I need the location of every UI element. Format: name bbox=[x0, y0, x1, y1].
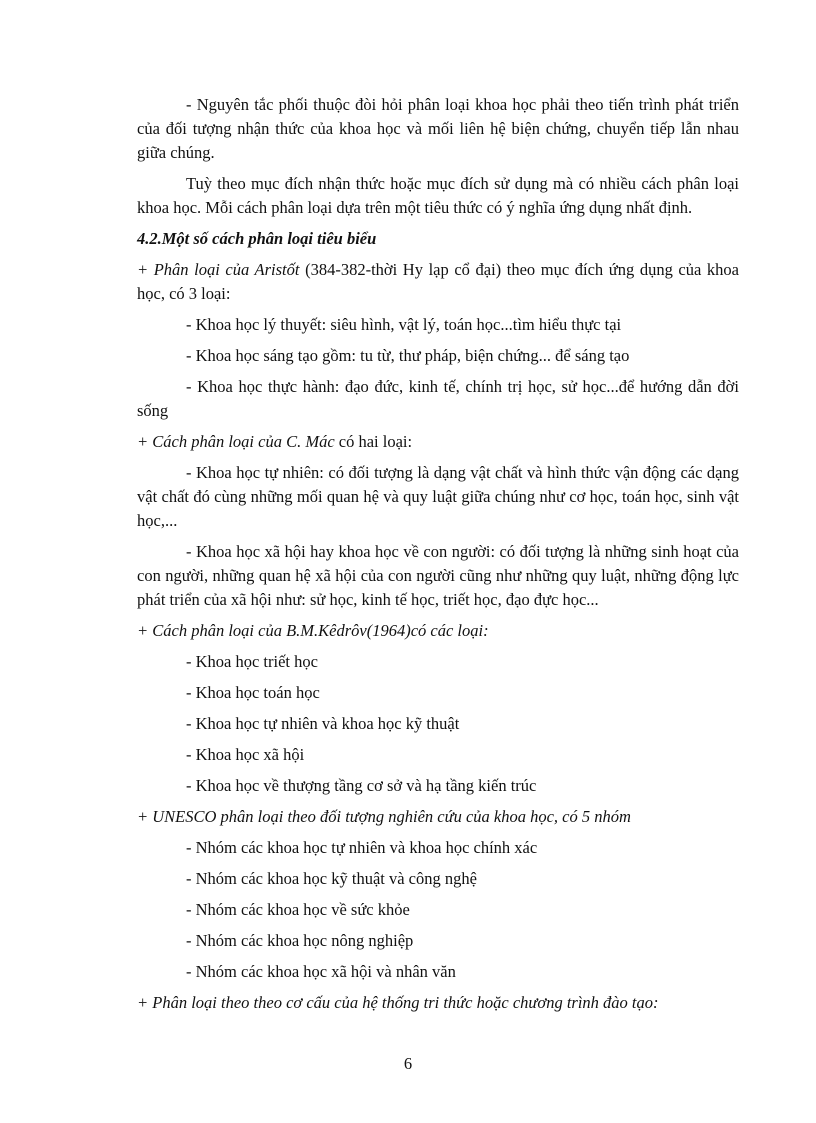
paragraph-classification-purpose: Tuỳ theo mục đích nhận thức hoặc mục đích sử dụng mà có nhiều cách phân loại khoa học. Mỗi cách phân loại dựa trên một tiêu thức có ý nghĩa ứng dụng nhất định. bbox=[137, 174, 739, 217]
list-item: - Khoa học xã hội hay khoa học về con người: có đối tượng là những sinh hoạt của con người, những quan hệ xã hội của con người cũng như những quy luật, những động lực phát triển của xã hội như: sử học, kinh tế học, triết học, đạo đực học... bbox=[137, 542, 739, 609]
kedrov-lead: + Cách phân loại của B.M.Kêdrôv(1964)có các loại: bbox=[137, 621, 489, 640]
page-number: 6 bbox=[403, 1054, 413, 1073]
list-item: - Khoa học tự nhiên: có đối tượng là dạng vật chất và hình thức vận động các dạng vật chất đó cùng những mối quan hệ và quy luật giữa chúng như cơ học, toán học, sinh vật học,... bbox=[137, 463, 739, 530]
list-item: - Khoa học toán học bbox=[186, 683, 320, 702]
unesco-lead: + UNESCO phân loại theo đối tượng nghiên cứu của khoa học, có 5 nhóm bbox=[137, 807, 631, 826]
list-item: - Khoa học thực hành: đạo đức, kinh tế, chính trị học, sử học...để hướng dẫn đời sống bbox=[137, 377, 739, 420]
list-item: - Khoa học tự nhiên và khoa học kỹ thuật bbox=[186, 714, 460, 733]
aristotle-lead bbox=[137, 258, 739, 306]
list-item: - Khoa học về thượng tầng cơ sở và hạ tầng kiến trúc bbox=[186, 776, 537, 795]
list-item: - Nhóm các khoa học về sức khỏe bbox=[186, 900, 410, 919]
marx-lead-italic: + Cách phân loại của C. Mác bbox=[137, 432, 335, 451]
marx-lead bbox=[137, 430, 739, 454]
document-body bbox=[137, 93, 739, 1022]
paragraph-coordination-principle: - Nguyên tắc phối thuộc đòi hỏi phân loại khoa học phải theo tiến trình phát triển của đối tượng nhận thức của khoa học và mối liên hệ biện chứng, chuyển tiếp lẫn nhau giữa chúng. bbox=[137, 95, 739, 162]
aristotle-lead-italic: + Phân loại của Aristốt bbox=[137, 260, 300, 279]
section-heading: 4.2.Một số cách phân loại tiêu biểu bbox=[137, 229, 377, 248]
list-item: - Nhóm các khoa học nông nghiệp bbox=[186, 931, 414, 950]
aristotle-lead-rest: (384-382-thời Hy lạp cổ đại) theo mục đích ứng dụng của khoa học, có 3 loại: bbox=[137, 260, 739, 303]
marx-lead-rest: có hai loại: bbox=[334, 432, 413, 451]
list-item: - Khoa học lý thuyết: siêu hình, vật lý, toán học...tìm hiểu thực tại bbox=[186, 315, 622, 334]
list-item: - Nhóm các khoa học tự nhiên và khoa học chính xác bbox=[186, 838, 538, 857]
list-item: - Khoa học sáng tạo gồm: tu từ, thư pháp, biện chứng... để sáng tạo bbox=[186, 346, 630, 365]
list-item: - Nhóm các khoa học kỹ thuật và công nghệ bbox=[186, 869, 477, 888]
list-item: - Nhóm các khoa học xã hội và nhân văn bbox=[186, 962, 456, 981]
knowledge-structure-lead: + Phân loại theo theo cơ cấu của hệ thống tri thức hoặc chương trình đào tạo: bbox=[137, 993, 659, 1012]
list-item: - Khoa học triết học bbox=[186, 652, 318, 671]
list-item: - Khoa học xã hội bbox=[186, 745, 305, 764]
